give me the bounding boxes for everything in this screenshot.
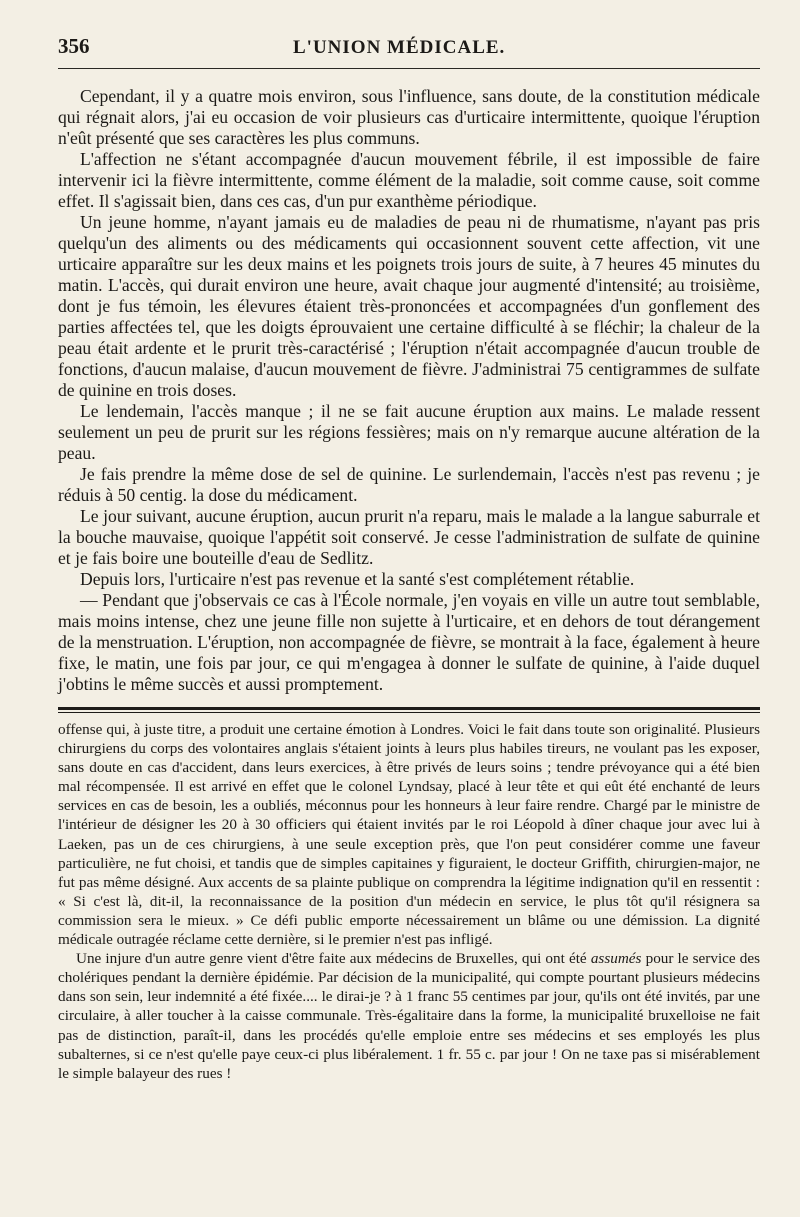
paragraph: Un jeune homme, n'ayant jamais eu de maladies de peau ni de rhumatisme, n'ayant pas pris quelqu'un des aliments ou des médicaments qui occasionnent souvent cette affection, vit une urticaire apparaître sur les deux mains et les poignets trois jours de suite, à 7 heures 45 minutes du matin. L'accès, qui durait environ une heure, avait chaque jour augmenté d'intensité; au troisième, dont je fus témoin, les élevures étaient très-prononcées et accompagnées d'un gonflement des parties affectées tel, que les doigts éprouvaient une certaine difficulté à se fléchir; la chaleur de la peau était ardente et le prurit très-caractérisé ; l'éruption n'était accompagnée d'aucun trouble de fonctions, d'aucun malaise, d'aucun mouvement de fièvre. J'administrai 75 centigrammes de sulfate de quinine en trois doses. (58, 212, 760, 400)
running-title: L'UNION MÉDICALE. (293, 37, 506, 58)
page-number: 356 (58, 34, 90, 58)
text-span: Une injure d'un autre genre vient d'être faite aux médecins de Bruxelles, qui ont été (76, 950, 587, 968)
page-header (58, 34, 760, 69)
feuilleton-divider (58, 707, 760, 713)
paragraph: Je fais prendre la même dose de sel de quinine. Le surlendemain, l'accès n'est pas revenu ; je réduis à 50 centig. la dose du médicament. (58, 464, 760, 505)
paragraph: L'affection ne s'étant accompagnée d'aucun mouvement fébrile, il est impossible de faire intervenir ici la fièvre intermittente, comme élément de la maladie, soit comme cause, soit comme effet. Il s'agissait bien, dans ces cas, d'un pur exanthème périodique. (58, 149, 760, 211)
paragraph: Le lendemain, l'accès manque ; il ne se fait aucune éruption aux mains. Le malade ressent seulement un peu de prurit sur les régions fessières; mais on n'y remarque aucune altération de la peau. (58, 401, 760, 463)
feuilleton (58, 720, 760, 1083)
italic-word: assumés (590, 950, 642, 968)
text-span: pour le service des cholériques pendant la dernière épidémie. Par décision de la municipalité, qui compte pourtant plusieurs médecins dans son sein, leur indemnité a été fixée.... le dirai-je ? à 1 franc 55 centimes par jour, qu'ils ont été invités, par une circulaire, à aller toucher à la caisse communale. Très-égalitaire dans la forme, la municipalité bruxelloise ne fait pas de distinction, paraît-il, dans les procédés qu'elle emploie entre ses médecins et ses employés les plus subalternes, si ce n'est qu'elle paye ceux-ci plus libéralement. 1 fr. 55 c. par jour ! On ne taxe pas si misérablement le simple balayeur des rues ! (58, 950, 761, 1082)
paragraph: Cependant, il y a quatre mois environ, sous l'influence, sans doute, de la constitution médicale qui régnait alors, j'ai eu occasion de voir plusieurs cas d'urticaire intermittente, quoique l'éruption n'eût présenté que ses caractères les plus communs. (58, 86, 760, 148)
paragraph: — Pendant que j'observais ce cas à l'École normale, j'en voyais en ville un autre tout semblable, mais moins intense, chez une jeune fille non sujette à l'urticaire, et en dehors de tout dérangement de la menstruation. L'éruption, non accompagnée de fièvre, se montrait à la face, également à heure fixe, le matin, une fois par jour, ce qui m'engagea à donner le sulfate de quinine, à l'aide duquel j'obtins le même succès et aussi promptement. (58, 590, 760, 694)
paragraph: Le jour suivant, aucune éruption, aucun prurit n'a reparu, mais le malade a la langue saburrale et la bouche mauvaise, quoique l'appétit soit conservé. Je cesse l'administration de sulfate de quinine et je fais boire une bouteille d'eau de Sedlitz. (58, 506, 760, 568)
paragraph: Depuis lors, l'urticaire n'est pas revenue et la santé s'est complétement rétablie. (80, 569, 635, 589)
main-text (58, 86, 760, 695)
feuilleton-paragraph (58, 949, 760, 1083)
feuilleton-paragraph: offense qui, à juste titre, a produit une certaine émotion à Londres. Voici le fait dans toute son originalité. Plusieurs chirurgiens du corps des volontaires anglais s'étaient joints à leurs plus habiles tireurs, ne voulant pas les exposer, sans doute en cas d'accident, dans leurs exercices, à être privés de leurs soins ; tendre prévoyance qui a été bien mal récompensée. Il est arrivé en effet que le colonel Lyndsay, placé à leur tête et qui eût été enchanté de leurs services en cas de besoin, les a oubliés, méconnus pour les honneurs à leur faire rendre. Chargé par le ministre de l'intérieur de désigner les 20 à 30 officiers qui étaient invités par le roi Léopold à dîner chaque jour avec lui à Laeken, pas un de ces chirurgiens, à une seule exception près, que l'on peut considérer comme une faveur particulière, ne fut choisi, et tandis que de simples capitaines y figuraient, le docteur Griffith, chirurgien-major, ne fut pas même désigné. Aux accents de sa plainte publique on comprendra la légitime indignation qu'il en ressentit : « Si c'est là, dit-il, la reconnaissance de la position d'un médecin en service, le plus tôt qu'il résignera sa commission sera le mieux. » Ce défi public emporte nécessairement un blâme ou une démission. La dignité médicale outragée réclame cette dernière, si le premier n'est pas infligé. (58, 721, 760, 949)
